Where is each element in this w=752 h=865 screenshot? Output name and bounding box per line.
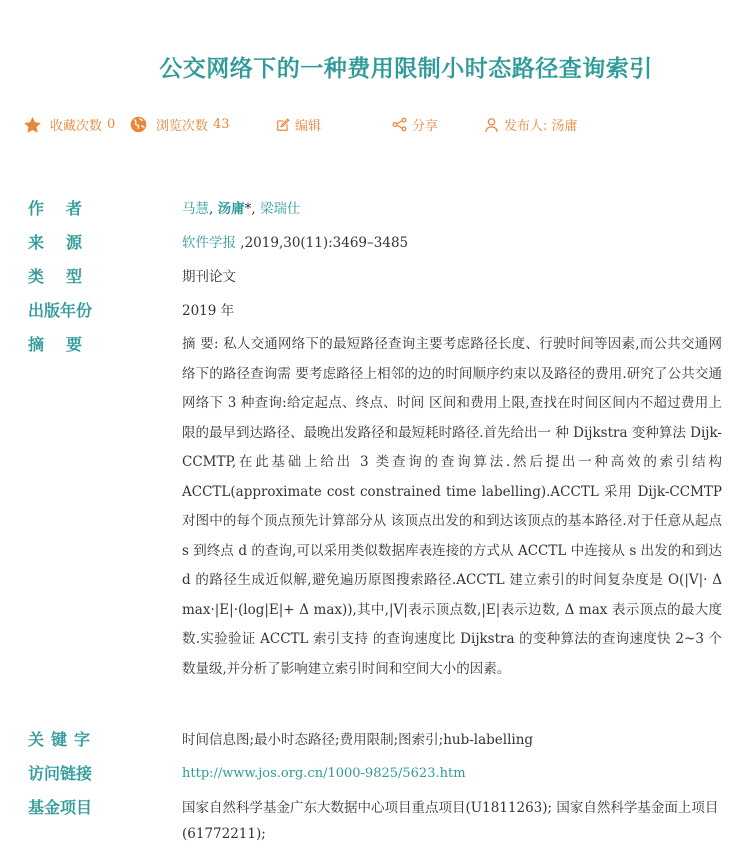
corresponding-mark: * [244, 201, 252, 217]
publisher-info [484, 115, 578, 134]
edit-label: 编辑 [295, 119, 322, 134]
keywords-row [28, 729, 722, 751]
views-label: 浏览次数 [156, 119, 209, 134]
edit-icon [276, 118, 290, 132]
source-value [182, 232, 722, 254]
share-button[interactable] [392, 115, 438, 134]
funding-value: 国家自然科学基金广东大数据中心项目重点项目(U1811263); 国家自然科学基金面上项目(61772211); [182, 800, 719, 842]
abstract-row [28, 334, 722, 684]
journal-link[interactable]: 软件学报 [182, 235, 236, 251]
abstract-text: 摘 要: 私人交通网络下的最短路径查询主要考虑路径长度、行驶时间等因素,而公共交通网络下的路径查询需 要考虑路径上相邻的边的时间顺序约束以及路径的费用.研究了公共交通网络下 3 种查询:给定起点、终点、时间 区间和费用上限,查找在时间区间内不超过费用上限的最早到达路径、最晚出发路径和最短耗时路径.首先给出一 种 Dijkstra 变种算法 Dijk-CCMTP,在此基础上给出 3 类查询的查询算法.然后提出一种高效的索引结构 ACCTL(approximate cost constrained time labelling).ACCTL 采用 Dijk-CCMTP 对图中的每个顶点预先计算部分从 该顶点出发的和到达该顶点的基本路径.对于任意从起点 s 到终点 d 的查询,可以采用类似数据库表连接的方式从 ACCTL 中连接从 s 出发的和到达 d 的路径生成近似解,避免遍历原图搜索路径.ACCTL 建立索引的时间复杂度是 O(|V|· Δ max·|E|·(log|E|+ Δ max)),其中,|V|表示顶点数,|E|表示边数, Δ max 表示顶点的最大度数.实验验证 ACCTL 索引支持 的查询速度比 Dijkstra 的变种算法的查询速度快 2~3 个数量级,并分析了影响建立索引时间和空间大小的因素。 [182, 336, 722, 677]
keywords-label: 关键字 [28, 730, 98, 749]
views-count: 43 [213, 117, 230, 132]
author-link[interactable]: 马慧 [182, 201, 209, 217]
abstract-label: 摘要 [28, 335, 105, 354]
type-value: 期刊论文 [182, 269, 236, 285]
star-icon [24, 117, 41, 133]
year-row [28, 300, 722, 322]
source-row [28, 232, 722, 254]
paper-title: 公交网络下的一种费用限制小时态路径查询索引 [159, 56, 653, 82]
share-icon [392, 117, 407, 132]
author-link[interactable]: 梁瑞仕 [259, 201, 301, 217]
year-label: 出版年份 [28, 301, 93, 320]
year-value: 2019 年 [182, 303, 235, 319]
link-label: 访问链接 [28, 764, 93, 783]
favorites-count: 0 [107, 117, 116, 132]
type-row [28, 266, 722, 288]
source-details: ,2019,30(11):3469–3485 [236, 235, 409, 251]
funding-label: 基金项目 [28, 798, 93, 817]
globe-icon [130, 116, 147, 133]
action-toolbar [24, 115, 744, 137]
author-label: 作者 [28, 199, 105, 218]
access-url-link[interactable]: http://www.jos.org.cn/1000-9825/5623.htm [182, 766, 466, 781]
share-label: 分享 [412, 119, 439, 134]
views-button[interactable] [130, 115, 230, 134]
funding-row [28, 797, 722, 847]
link-row [28, 763, 722, 785]
keywords-value: 时间信息图;最小时态路径;费用限制;图索引;hub-labelling [182, 732, 534, 748]
source-label: 来源 [28, 233, 105, 252]
type-label: 类型 [28, 267, 105, 286]
favorites-button[interactable] [24, 115, 115, 134]
user-icon [484, 117, 499, 133]
favorites-label: 收藏次数 [50, 119, 103, 134]
author-link[interactable]: 汤庸 [217, 201, 245, 217]
author-list: 马慧, 汤庸*, 梁瑞仕 [182, 201, 301, 217]
edit-button[interactable] [276, 115, 321, 134]
publisher-label: 发布人: 汤庸 [504, 119, 578, 134]
author-row [28, 198, 722, 220]
